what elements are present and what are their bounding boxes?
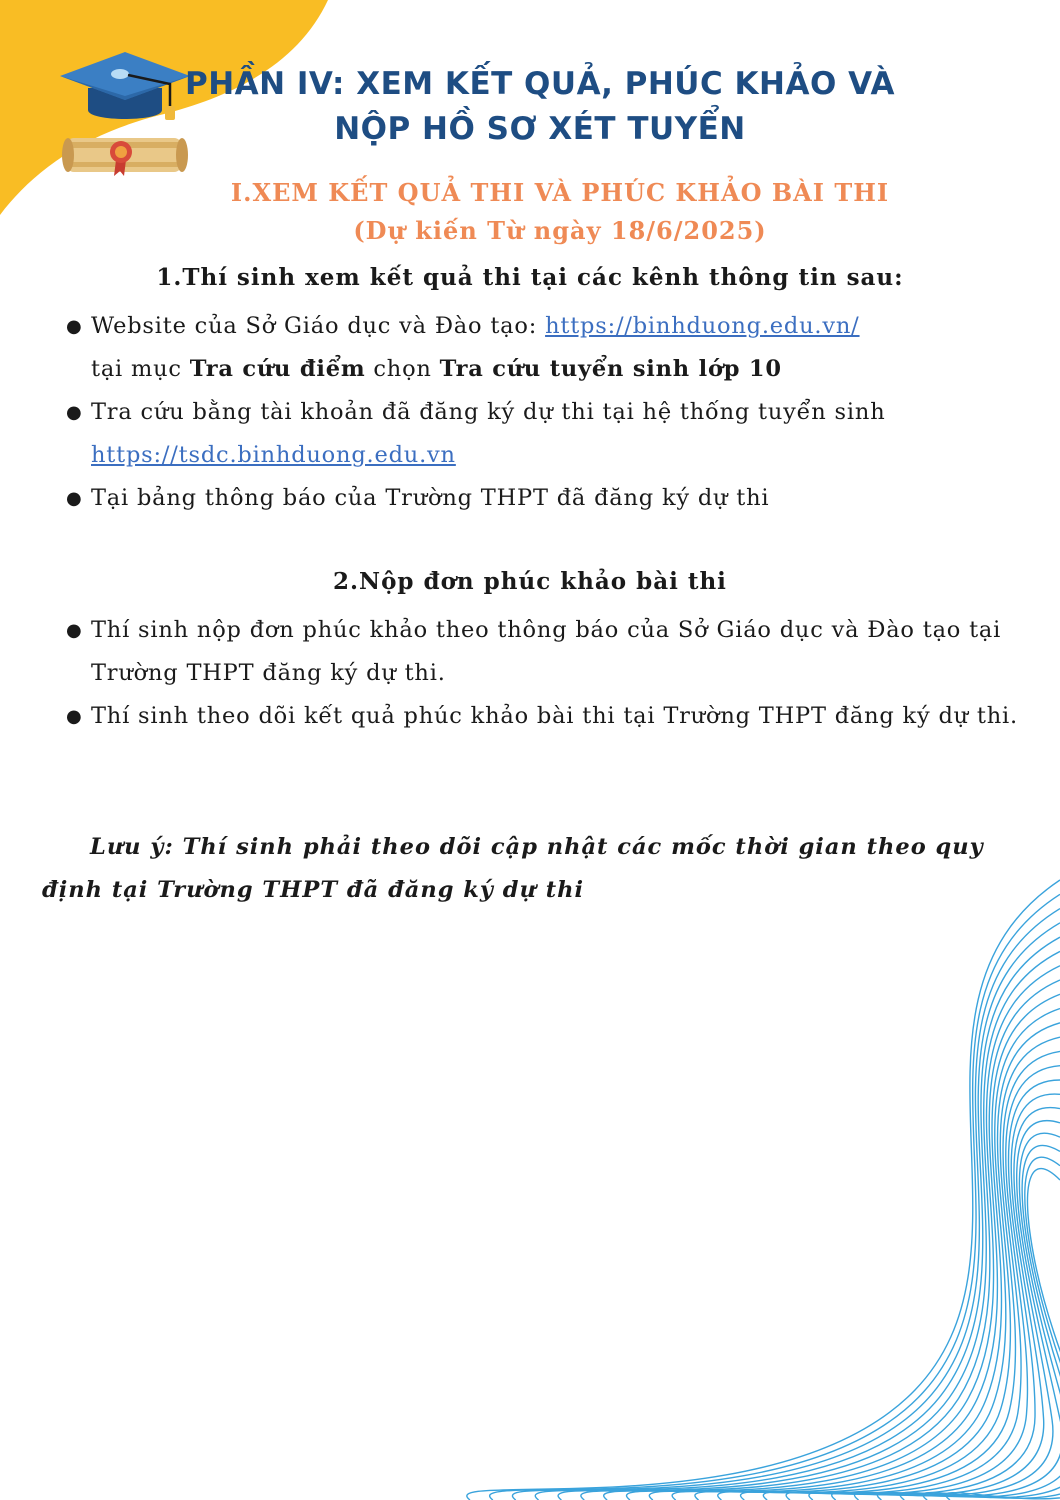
- wave-line: [604, 966, 1060, 1500]
- page-title: [180, 62, 900, 152]
- item-bold-text: Tra cứu tuyển sinh lớp 10: [439, 356, 782, 382]
- item-text: chọn: [365, 356, 440, 382]
- part1-list: [64, 305, 1024, 520]
- list-item: [64, 477, 1024, 520]
- wave-line: [672, 1009, 1060, 1500]
- item-text: tại mục: [91, 356, 190, 382]
- item-text: Tra cứu bằng tài khoản đã đăng ký dự thi tại hệ thống tuyển sinh: [91, 399, 886, 425]
- item-text: Thí sinh theo dõi kết quả phúc khảo bài thi tại Trường THPT đăng ký dự thi.: [91, 703, 1018, 729]
- section-heading: [200, 174, 920, 250]
- note-text: Lưu ý: Thí sinh phải theo dõi cập nhật các mốc thời gian theo quy định tại Trường THPT đã đăng ký dự thi: [42, 834, 984, 903]
- bullet-dot: ●: [66, 316, 83, 337]
- wave-line: [877, 1133, 1060, 1500]
- wave-line: [558, 937, 1060, 1500]
- graduation-cap-diploma-icon: [58, 50, 192, 182]
- item-bold-text: Tra cứu điểm: [189, 356, 366, 382]
- bullet-dot: ●: [66, 488, 83, 509]
- wave-line: [490, 894, 1060, 1500]
- wave-line: [535, 923, 1060, 1500]
- page-title-line-1: PHẦN IV: XEM KẾT QUẢ, PHÚC KHẢO VÀ: [184, 66, 896, 102]
- list-item: [64, 695, 1024, 738]
- item-text: Website của Sở Giáo dục và Đào tạo:: [91, 313, 546, 339]
- wave-line: [467, 880, 1060, 1500]
- item-text: Thí sinh nộp đơn phúc khảo theo thông báo của Sở Giáo dục và Đào tạo tại Trường THPT đăng ký dự thi.: [91, 617, 1002, 686]
- page-title-line-2: NỘP HỒ SƠ XÉT TUYỂN: [334, 111, 746, 147]
- tsdc-system-link[interactable]: https://tsdc.binhduong.edu.vn: [91, 442, 456, 468]
- wave-line: [649, 994, 1060, 1500]
- bullet-dot: ●: [66, 706, 83, 727]
- section-date-note: (Dự kiến Từ ngày 18/6/2025): [353, 216, 767, 245]
- list-item: [64, 609, 1024, 695]
- wave-line: [512, 909, 1060, 1500]
- part2-list: [64, 609, 1024, 738]
- sgd-website-link[interactable]: https://binhduong.edu.vn/: [545, 313, 860, 339]
- bullet-dot: ●: [66, 402, 83, 423]
- section-heading-title: I.XEM KẾT QUẢ THI VÀ PHÚC KHẢO BÀI THI: [230, 178, 890, 207]
- list-item: [64, 391, 1024, 477]
- item-text: Tại bảng thông báo của Trường THPT đã đăng ký dự thi: [91, 485, 770, 511]
- list-item: [64, 305, 1024, 391]
- part1-heading: 1.Thí sinh xem kết quả thi tại các kênh thông tin sau:: [156, 264, 904, 291]
- part2-heading: 2.Nộp đơn phúc khảo bài thi: [333, 568, 727, 595]
- wave-line: [832, 1108, 1060, 1500]
- bullet-dot: ●: [66, 620, 83, 641]
